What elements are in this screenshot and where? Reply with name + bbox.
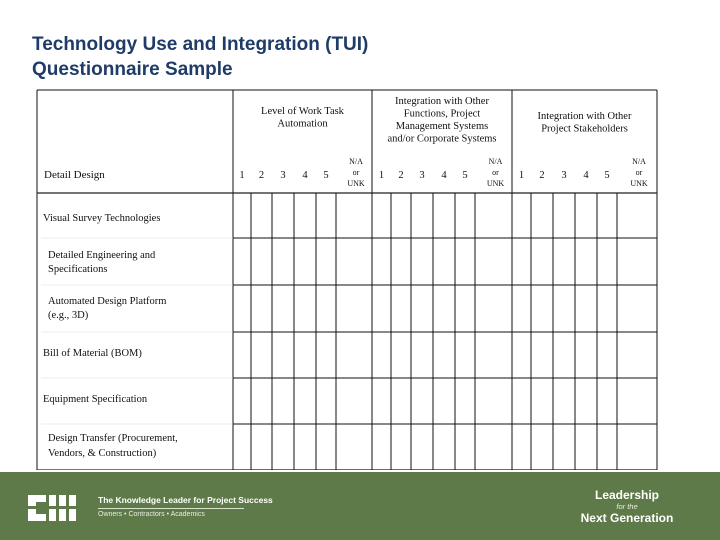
na-unk-header: N/A: [488, 157, 503, 166]
group-header-label: Project Stakeholders: [541, 123, 628, 135]
scale-number: 1: [518, 170, 525, 181]
footer-subtagline: Owners • Contractors • Academics: [98, 511, 205, 518]
row-label: Bill of Material (BOM): [43, 348, 142, 359]
scale-number: 1: [378, 170, 385, 181]
footer-bar: [0, 472, 720, 540]
scale-number: 3: [561, 170, 567, 181]
na-unk-header: UNK: [347, 179, 365, 188]
row-label: Design Transfer (Procurement,: [48, 433, 178, 444]
scale-number: 2: [398, 170, 404, 181]
scale-number: 4: [302, 170, 308, 181]
group-header-label: Integration with Other: [537, 111, 632, 122]
title-line-2: Questionnaire Sample: [32, 59, 233, 80]
group-header-label: Automation: [277, 118, 328, 130]
scale-number: 5: [604, 170, 610, 181]
scale-number: 4: [583, 170, 589, 181]
group-header-label: Level of Work Task: [261, 106, 344, 117]
row-label: Detailed Engineering and: [48, 250, 156, 261]
scale-number: 3: [280, 170, 286, 181]
na-unk-header: or: [635, 168, 643, 177]
title-line-1: Technology Use and Integration (TUI): [32, 34, 369, 55]
scale-number: 5: [323, 170, 329, 181]
row-label: Automated Design Platform: [48, 296, 167, 307]
na-unk-header: N/A: [632, 157, 646, 166]
group-header-label: Functions, Project: [403, 108, 481, 120]
cii-logo: [28, 492, 90, 524]
slogan-line-3: Next Generation: [580, 511, 674, 525]
row-label: Visual Survey Technologies: [43, 213, 161, 224]
scale-number: 2: [258, 170, 265, 181]
slogan-line-1: Leadership: [594, 488, 660, 502]
footer-tagline: The Knowledge Leader for Project Success: [98, 495, 273, 505]
row-label: Specifications: [48, 264, 108, 275]
section-label-detail-design: Detail Design: [44, 169, 105, 181]
slogan-line-2: for the: [616, 502, 638, 511]
scale-number: 5: [462, 170, 468, 181]
row-label: (e.g., 3D): [48, 310, 89, 321]
scale-number: 3: [419, 170, 425, 181]
na-unk-header: UNK: [630, 179, 648, 188]
na-unk-header: UNK: [486, 179, 505, 188]
tagline-divider: [98, 508, 244, 509]
scale-number: 4: [441, 170, 447, 181]
na-unk-header: or: [492, 168, 499, 177]
row-label: Equipment Specification: [43, 394, 148, 405]
na-unk-header: or: [352, 168, 360, 177]
row-label: Vendors, & Construction): [48, 448, 157, 459]
scale-number: 1: [239, 170, 245, 181]
footer-slogan: [562, 488, 692, 525]
group-header-label: Management Systems: [395, 121, 489, 132]
group-header-label: and/or Corporate Systems: [387, 133, 497, 145]
na-unk-header: N/A: [349, 157, 363, 166]
scale-number: 2: [539, 170, 545, 181]
group-header-label: Integration with Other: [395, 96, 489, 107]
